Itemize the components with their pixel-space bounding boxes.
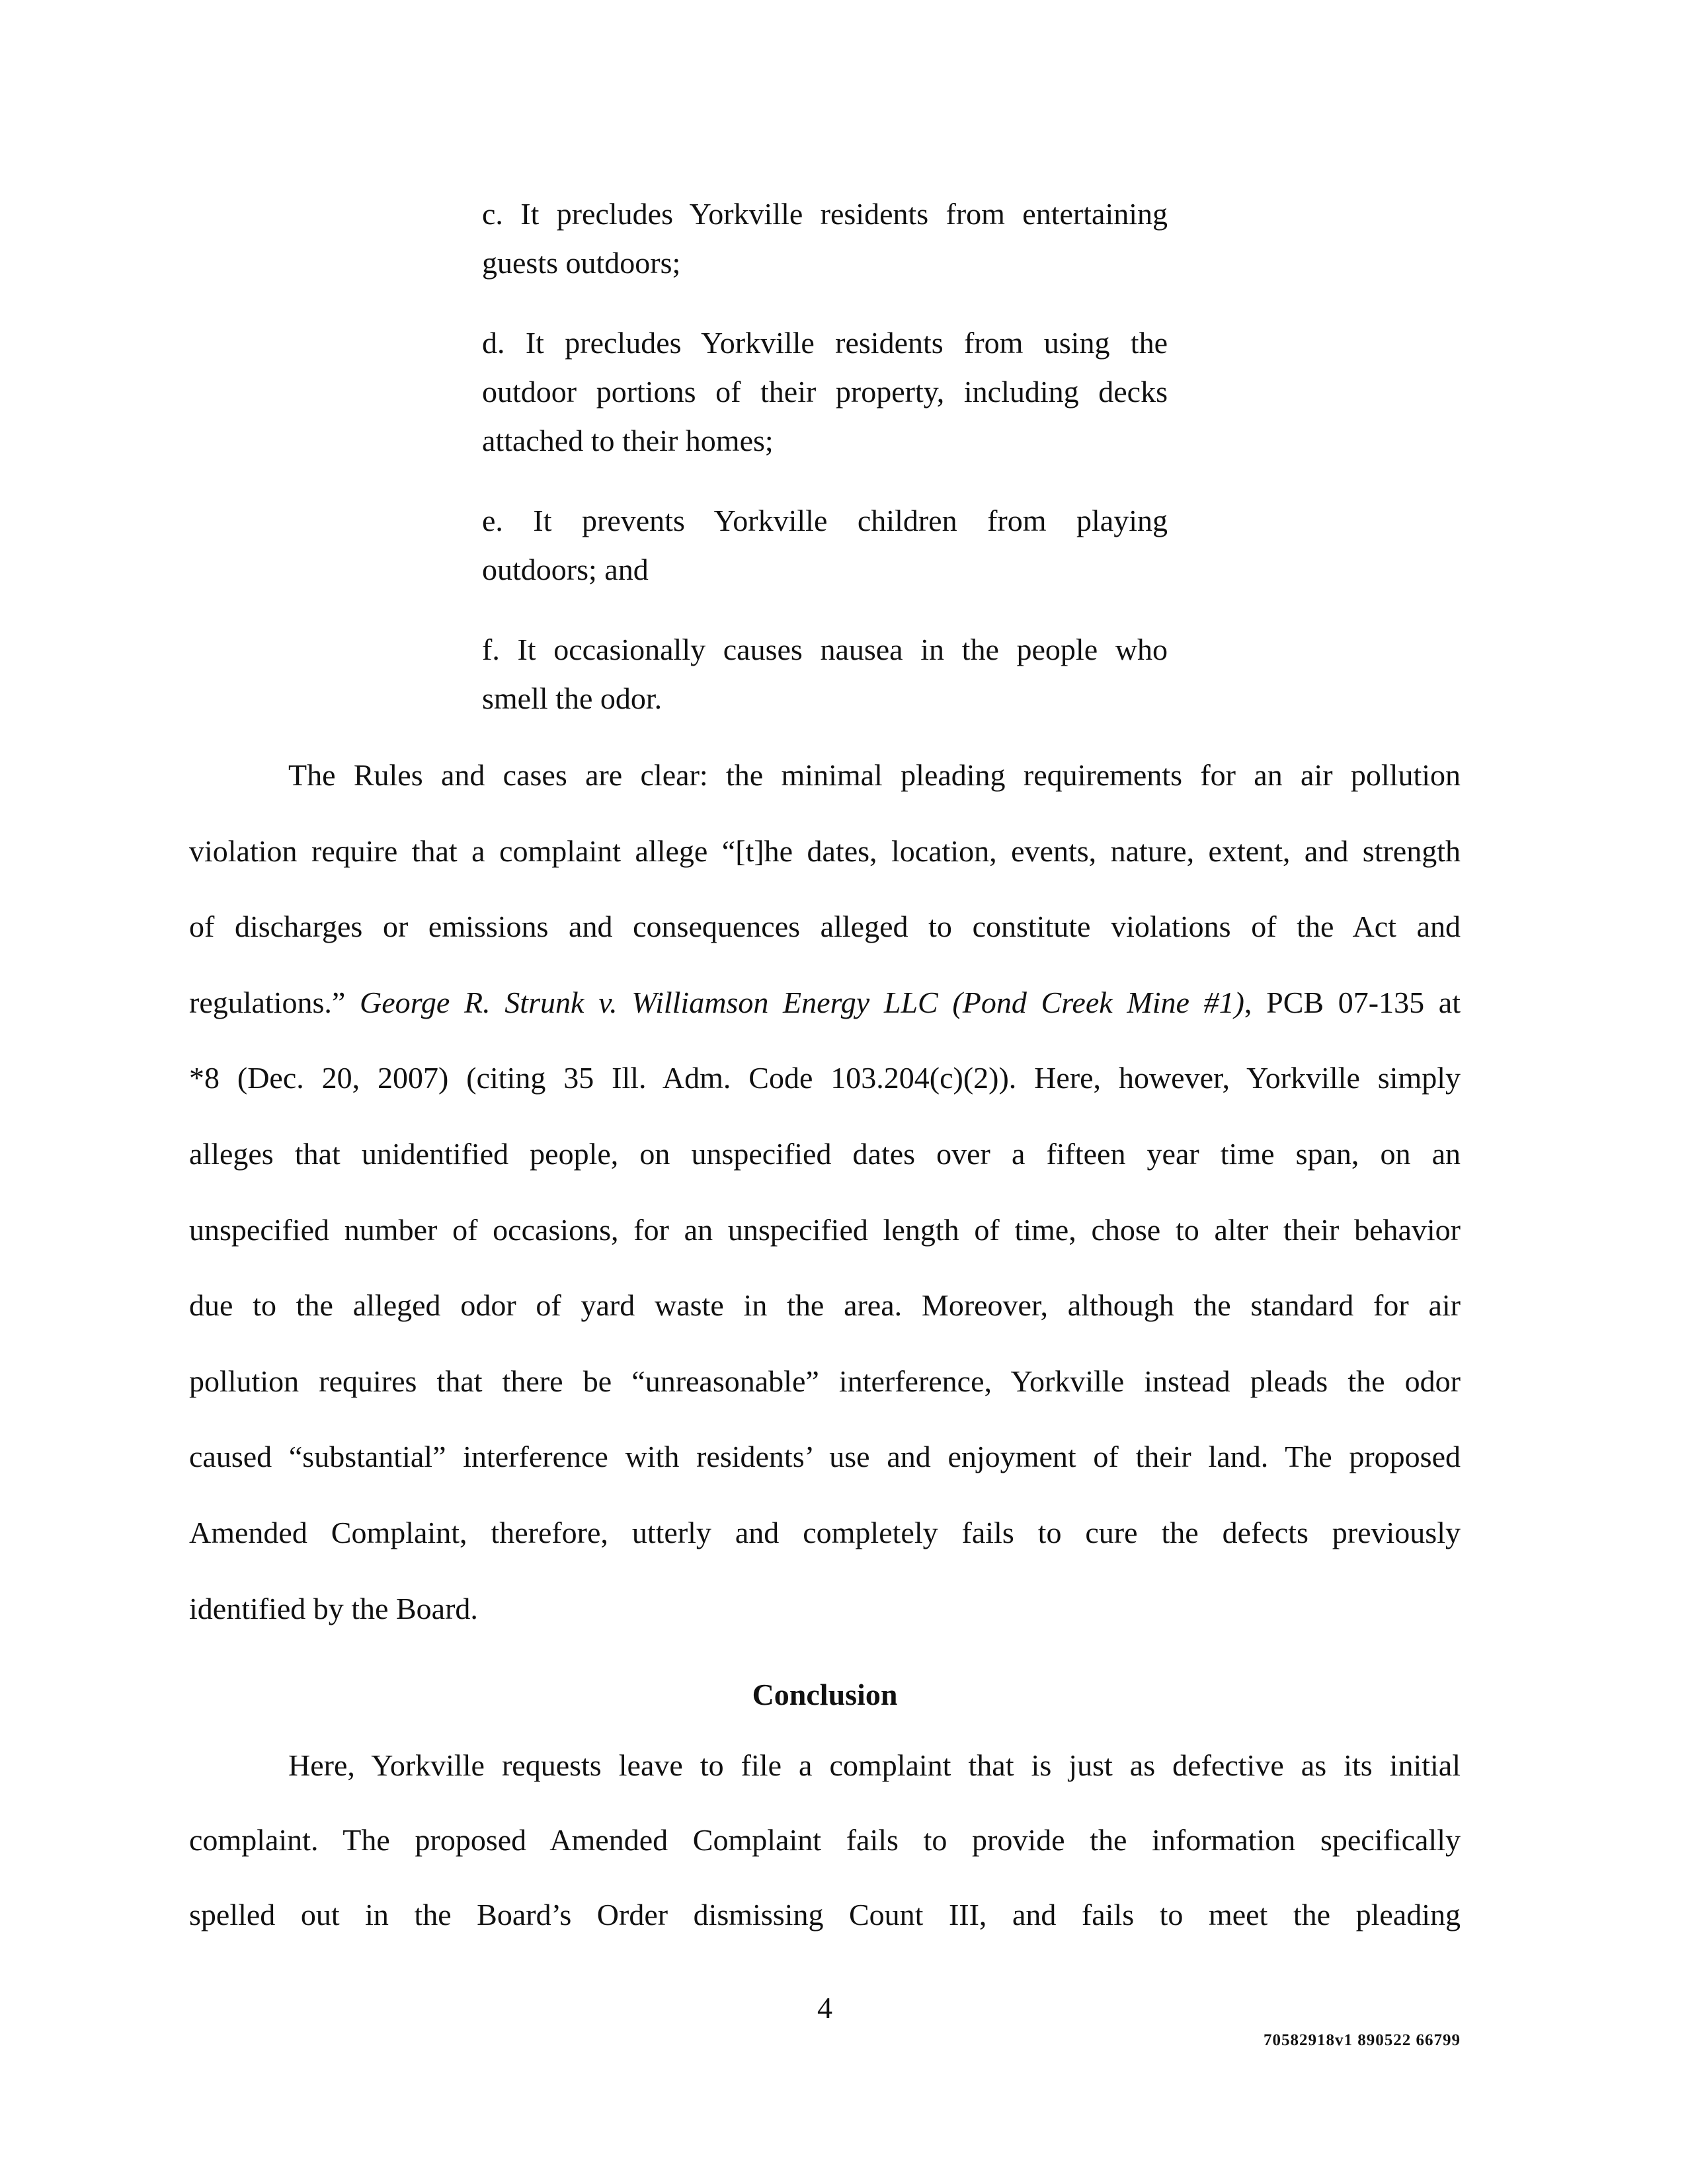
text-line: e. It prevents Yorkville children from playing bbox=[482, 504, 1168, 537]
text-line: pollution requires that there be “unreasonable” interference, Yorkville instead pleads the odor bbox=[189, 1364, 1461, 1398]
text-segment: regulations.” bbox=[189, 985, 360, 1019]
text-line: caused “substantial” interference with residents’ use and enjoyment of their land. The proposed bbox=[189, 1440, 1461, 1474]
text-line bbox=[189, 983, 1461, 1059]
text-line: d. It precludes Yorkville residents from using the bbox=[482, 326, 1168, 360]
text-line: violation require that a complaint allege “[t]he dates, location, events, nature, extent, and strength bbox=[189, 834, 1461, 868]
text-line: Here, Yorkville requests leave to file a complaint that is just as defective as its initial bbox=[288, 1748, 1461, 1782]
text-line: Amended Complaint, therefore, utterly and completely fails to cure the defects previously bbox=[189, 1515, 1461, 1549]
text-segment: , PCB 07-135 at bbox=[1244, 985, 1461, 1019]
paragraph-conclusion bbox=[189, 1746, 1461, 1970]
text-line: *8 (Dec. 20, 2007) (citing 35 Ill. Adm. Code 103.204(c)(2)). Here, however, Yorkville simply bbox=[189, 1061, 1461, 1095]
list-item bbox=[482, 194, 1168, 292]
list-item bbox=[482, 501, 1168, 599]
text-line: outdoors; and bbox=[482, 553, 649, 586]
section-heading-conclusion: Conclusion bbox=[752, 1678, 898, 1711]
text-line: f. It occasionally causes nausea in the people who bbox=[482, 633, 1168, 666]
page-number: 4 bbox=[817, 1991, 832, 2025]
text-line: smell the odor. bbox=[482, 682, 663, 715]
case-citation: George R. Strunk v. Williamson Energy LLC (Pond Creek Mine #1) bbox=[360, 985, 1244, 1019]
text-line: of discharges or emissions and consequences alleged to constitute violations of the Act and bbox=[189, 910, 1461, 944]
text-line: spelled out in the Board’s Order dismissing Count III, and fails to meet the pleading bbox=[189, 1898, 1461, 1931]
text-line: unspecified number of occasions, for an unspecified length of time, chose to alter their behavior bbox=[189, 1212, 1461, 1247]
text-line: c. It precludes Yorkville residents from entertaining bbox=[482, 197, 1168, 231]
lettered-list bbox=[482, 194, 1168, 759]
text-line: attached to their homes; bbox=[482, 424, 774, 457]
text-line: outdoor portions of their property, including decks bbox=[482, 375, 1168, 409]
document-id-footer: 70582918v1 890522 66799 bbox=[1264, 2031, 1461, 2049]
text-line: The Rules and cases are clear: the minimal pleading requirements for an air pollution bbox=[288, 758, 1461, 792]
text-line: guests outdoors; bbox=[482, 246, 681, 280]
text-line: alleges that unidentified people, on unspecified dates over a fifteen year time span, on an bbox=[189, 1136, 1461, 1171]
list-item bbox=[482, 630, 1168, 728]
text-line: due to the alleged odor of yard waste in the area. Moreover, although the standard for air bbox=[189, 1288, 1461, 1323]
paragraph-argument bbox=[189, 756, 1461, 1664]
list-item bbox=[482, 323, 1168, 470]
text-line: complaint. The proposed Amended Complaint fails to provide the information specifically bbox=[189, 1823, 1461, 1857]
text-line: identified by the Board. bbox=[189, 1591, 478, 1625]
